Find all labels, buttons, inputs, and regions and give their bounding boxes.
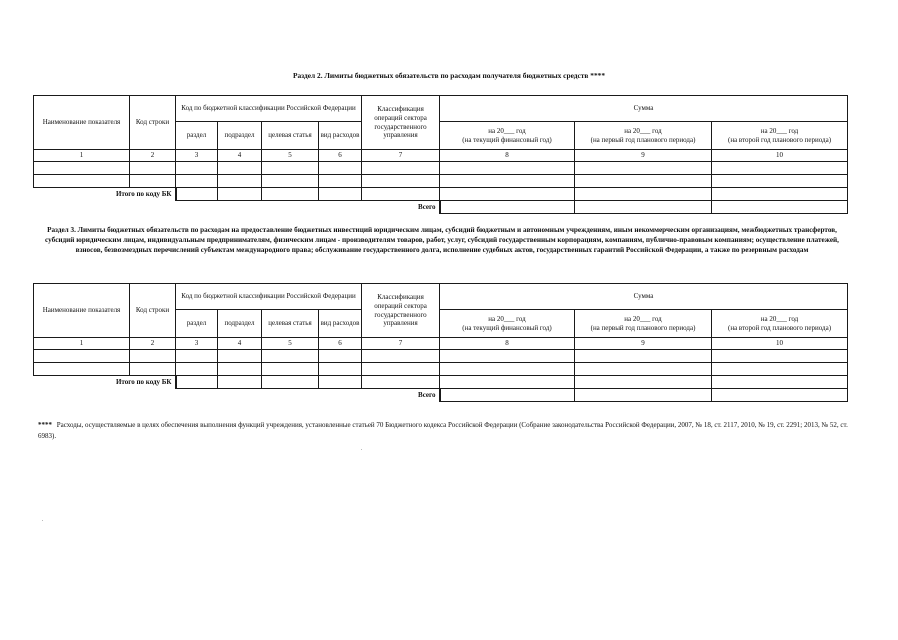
col-number: 1	[34, 338, 130, 350]
data-cell[interactable]	[262, 175, 319, 188]
column-numbers-row	[34, 150, 848, 162]
data-cell[interactable]	[575, 376, 712, 389]
data-cell[interactable]	[362, 363, 440, 376]
total-bk-label: Итого по коду БК	[34, 188, 176, 201]
data-cell[interactable]	[440, 162, 575, 175]
col-number: 6	[319, 338, 362, 350]
col-number: 2	[130, 150, 176, 162]
data-cell[interactable]	[712, 175, 848, 188]
table-row	[34, 363, 848, 376]
col-number: 2	[130, 338, 176, 350]
total-all-label: Всего	[34, 201, 440, 214]
header-year-1: на 20___ год (на текущий финансовый год)	[440, 122, 575, 150]
table-row	[34, 175, 848, 188]
data-cell[interactable]	[575, 188, 712, 201]
data-cell[interactable]	[218, 376, 262, 389]
data-cell[interactable]	[319, 363, 362, 376]
data-cell[interactable]	[176, 363, 218, 376]
footnote-text: Расходы, осуществляемые в целях обеспечения выполнения функций учреждения, установленные статьей 70 Бюджетного кодекса Российской Федерации (Собрание законодательства Российской Федерации, 2007, № 18, ст. 2117, 2010, № 19, ст. 2291; 2013, № 52, ст. 6983).	[38, 421, 848, 440]
data-cell[interactable]	[575, 363, 712, 376]
total-bk-label: Итого по коду БК	[34, 376, 176, 389]
data-cell[interactable]	[319, 162, 362, 175]
header-celevaya: целевая статья	[262, 310, 319, 338]
data-cell[interactable]	[319, 188, 362, 201]
col-number: 1	[34, 150, 130, 162]
header-year-2: на 20___ год (на первый год планового периода)	[575, 122, 712, 150]
total-all-row	[34, 389, 848, 402]
data-cell[interactable]	[176, 350, 218, 363]
data-cell[interactable]	[440, 363, 575, 376]
data-cell[interactable]	[34, 350, 130, 363]
col-number: 5	[262, 338, 319, 350]
data-cell[interactable]	[575, 162, 712, 175]
header-kosgu: Классификация операций сектора государственного управления	[362, 284, 440, 338]
section-2-title: Раздел 2. Лимиты бюджетных обязательств по расходам получателя бюджетных средств ****	[292, 71, 606, 80]
data-cell[interactable]	[130, 175, 176, 188]
data-cell[interactable]	[319, 376, 362, 389]
total-all-row	[34, 201, 848, 214]
data-cell[interactable]	[262, 376, 319, 389]
data-cell[interactable]	[319, 350, 362, 363]
data-cell[interactable]	[440, 376, 575, 389]
table-row	[34, 162, 848, 175]
header-razdel: раздел	[176, 122, 218, 150]
header-vid: вид расходов	[319, 122, 362, 150]
col-number: 8	[440, 338, 575, 350]
data-cell[interactable]	[440, 350, 575, 363]
col-number: 7	[362, 338, 440, 350]
header-bk: Код по бюджетной классификации Российской Федерации	[176, 284, 362, 310]
col-number: 9	[575, 150, 712, 162]
data-cell[interactable]	[262, 162, 319, 175]
col-number: 5	[262, 150, 319, 162]
data-cell[interactable]	[712, 162, 848, 175]
data-cell[interactable]	[575, 350, 712, 363]
data-cell[interactable]	[130, 162, 176, 175]
table-row	[34, 350, 848, 363]
data-cell[interactable]	[362, 175, 440, 188]
scan-speck	[361, 449, 362, 450]
data-cell[interactable]	[712, 389, 848, 402]
header-name: Наименование показателя	[34, 284, 130, 338]
total-bk-row	[34, 376, 848, 389]
footnote-marker: ****	[38, 421, 52, 429]
total-bk-row	[34, 188, 848, 201]
header-name: Наименование показателя	[34, 96, 130, 150]
data-cell[interactable]	[440, 175, 575, 188]
data-cell[interactable]	[575, 389, 712, 402]
data-cell[interactable]	[575, 175, 712, 188]
data-cell[interactable]	[362, 162, 440, 175]
header-year-3: на 20___ год (на второй год планового периода)	[712, 310, 848, 338]
data-cell[interactable]	[176, 188, 218, 201]
data-cell[interactable]	[362, 350, 440, 363]
section-3-title: Раздел 3. Лимиты бюджетных обязательств по расходам на предоставление бюджетных инвестиций юридическим лицам, субсидий бюджетным и автономным учреждениям, иным некоммерческим организациям, межбюджетных трансфертов, субсидий юридическим лицам, индивидуальным предпринимателям, физическим лицам - производителям товаров, работ, услуг, субсидий государственным корпорациям, компаниям, публично-правовым компаниям; осуществление платежей, взносов, безвозмездных перечислений субъектам международного права; обслуживание государственного долга, исполнение судебных актов, государственных гарантий Российской Федерации, а также по резервным расходам	[45, 226, 839, 255]
data-cell[interactable]	[218, 162, 262, 175]
data-cell[interactable]	[218, 350, 262, 363]
col-number: 3	[176, 338, 218, 350]
data-cell[interactable]	[712, 188, 848, 201]
header-vid: вид расходов	[319, 310, 362, 338]
header-celevaya: целевая статья	[262, 122, 319, 150]
data-cell[interactable]	[34, 162, 130, 175]
data-cell[interactable]	[176, 175, 218, 188]
data-cell[interactable]	[130, 363, 176, 376]
header-razdel: раздел	[176, 310, 218, 338]
data-cell[interactable]	[440, 201, 575, 214]
header-podrazdel: подраздел	[218, 310, 262, 338]
footnote	[38, 420, 848, 442]
header-year-3: на 20___ год (на второй год планового периода)	[712, 122, 848, 150]
col-number: 10	[712, 338, 848, 350]
section-3-table	[33, 283, 848, 402]
data-cell[interactable]	[262, 350, 319, 363]
data-cell[interactable]	[319, 175, 362, 188]
col-number: 10	[712, 150, 848, 162]
data-cell[interactable]	[712, 350, 848, 363]
data-cell[interactable]	[34, 175, 130, 188]
data-cell[interactable]	[218, 188, 262, 201]
data-cell[interactable]	[34, 363, 130, 376]
header-kosgu: Классификация операций сектора государственного управления	[362, 96, 440, 150]
section-2-table	[33, 95, 848, 214]
data-cell[interactable]	[712, 376, 848, 389]
data-cell[interactable]	[440, 389, 575, 402]
data-cell[interactable]	[712, 363, 848, 376]
header-bk: Код по бюджетной классификации Российской Федерации	[176, 96, 362, 122]
col-number: 4	[218, 338, 262, 350]
data-cell[interactable]	[218, 363, 262, 376]
header-year-2: на 20___ год (на первый год планового периода)	[575, 310, 712, 338]
col-number: 7	[362, 150, 440, 162]
column-numbers-row	[34, 338, 848, 350]
data-cell[interactable]	[176, 376, 218, 389]
header-podrazdel: подраздел	[218, 122, 262, 150]
data-cell[interactable]	[362, 376, 440, 389]
header-sum: Сумма	[440, 96, 848, 122]
col-number: 8	[440, 150, 575, 162]
data-cell[interactable]	[362, 188, 440, 201]
data-cell[interactable]	[176, 162, 218, 175]
header-code: Код строки	[130, 96, 176, 150]
col-number: 9	[575, 338, 712, 350]
data-cell[interactable]	[712, 201, 848, 214]
data-cell[interactable]	[218, 175, 262, 188]
data-cell[interactable]	[575, 201, 712, 214]
header-sum: Сумма	[440, 284, 848, 310]
header-year-1: на 20___ год (на текущий финансовый год)	[440, 310, 575, 338]
col-number: 6	[319, 150, 362, 162]
header-code: Код строки	[130, 284, 176, 338]
data-cell[interactable]	[262, 363, 319, 376]
data-cell[interactable]	[440, 188, 575, 201]
data-cell[interactable]	[262, 188, 319, 201]
col-number: 3	[176, 150, 218, 162]
data-cell[interactable]	[130, 350, 176, 363]
total-all-label: Всего	[34, 389, 440, 402]
scan-speck	[42, 520, 43, 521]
col-number: 4	[218, 150, 262, 162]
